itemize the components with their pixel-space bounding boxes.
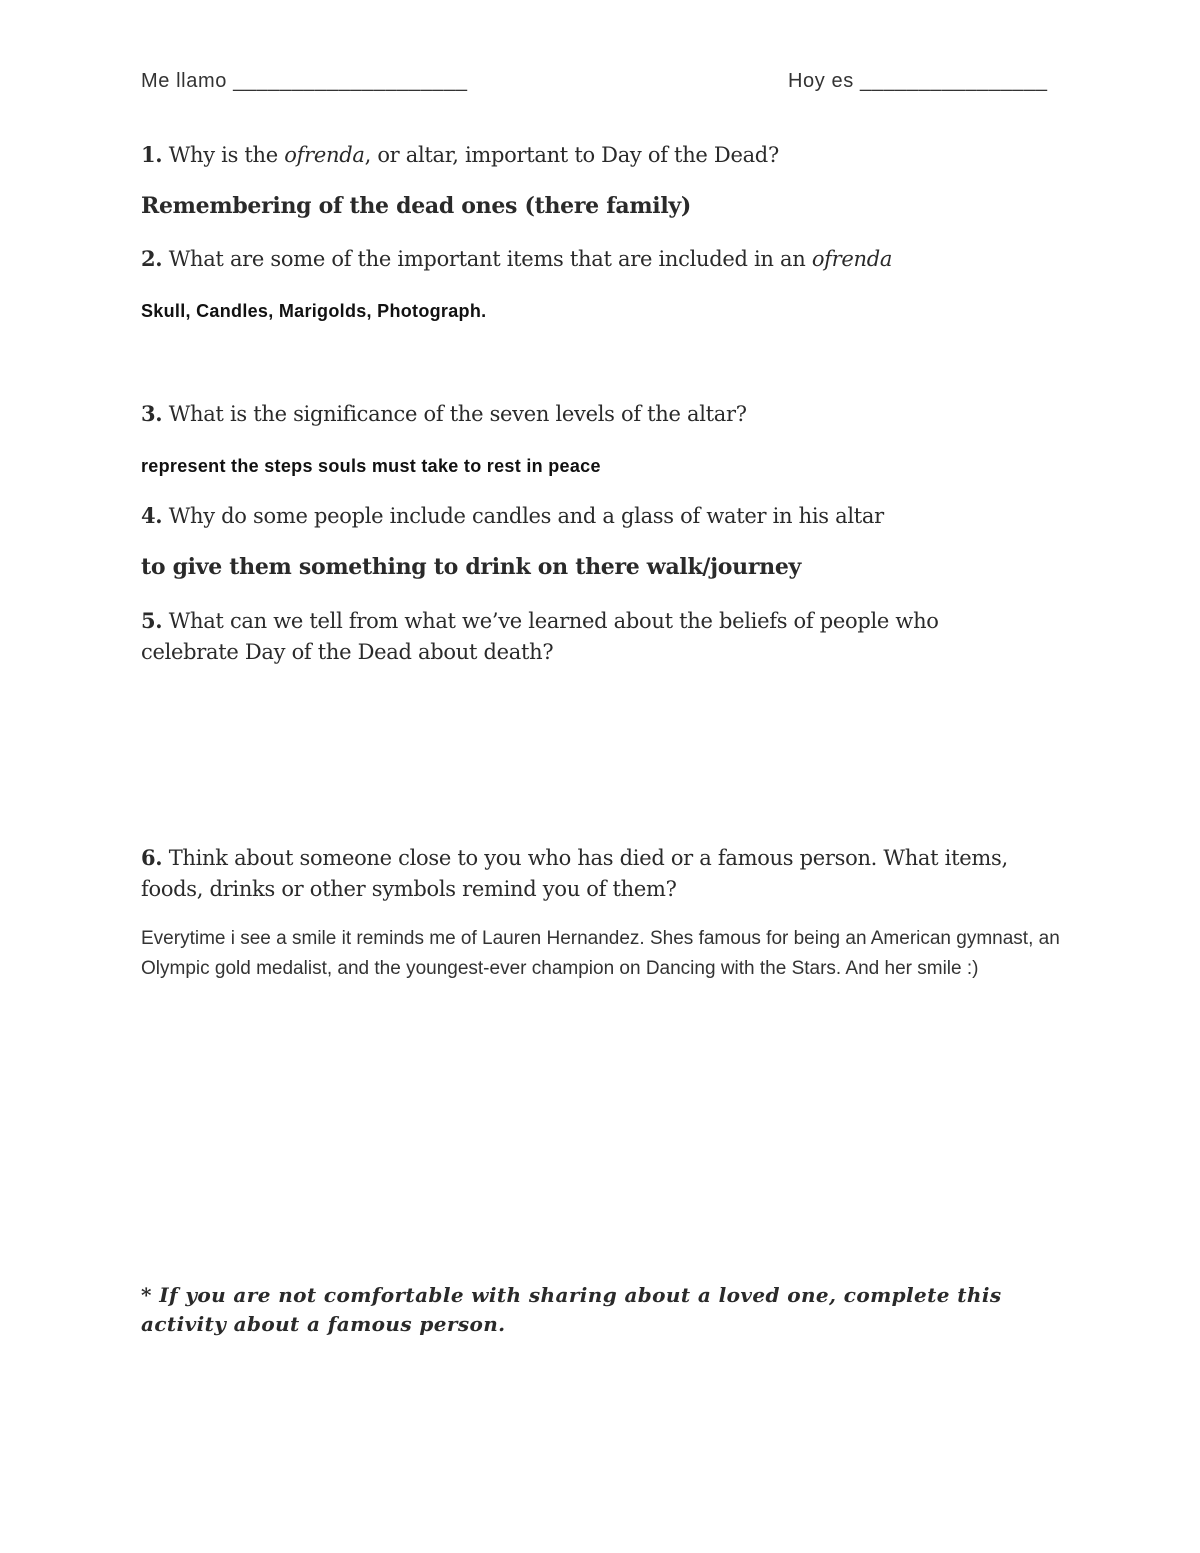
question-4 [141, 500, 1041, 532]
answer-2: Skull, Candles, Marigolds, Photograph. [141, 301, 487, 321]
question-text: What is the significance of the seven levels of the altar? [162, 402, 747, 426]
question-italic-term: ofrenda [284, 143, 365, 167]
question-6 [141, 842, 1021, 905]
question-number: 1. [141, 142, 163, 167]
question-text: , or altar, important to Day of the Dead? [364, 143, 779, 167]
date-field-label: Hoy es ________________ [788, 70, 1048, 92]
question-number: 5. [141, 608, 163, 633]
question-number: 2. [141, 246, 163, 271]
question-3 [141, 398, 1041, 430]
question-number: 4. [141, 503, 163, 528]
question-text: Why is the [162, 143, 285, 167]
question-number: 3. [141, 401, 163, 426]
question-1 [141, 139, 1041, 171]
question-text: What are some of the important items that are included in an [162, 247, 812, 271]
question-number: 6. [141, 845, 163, 870]
footnote: * If you are not comfortable with sharing about a loved one, complete this activity about a famous person. [141, 1283, 1002, 1336]
answer-3: represent the steps souls must take to rest in peace [141, 456, 601, 476]
answer-1: Remembering of the dead ones (there family) [141, 193, 692, 219]
answer-6: Everytime i see a smile it reminds me of Lauren Hernandez. Shes famous for being an American gymnast, an Olympic gold medalist, and the youngest-ever champion on Dancing with the Stars. And her smile :) [141, 928, 1060, 979]
question-text: What can we tell from what we’ve learned about the beliefs of people who celebrate Day of the Dead about death? [141, 609, 939, 664]
answer-4: to give them something to drink on there walk/journey [141, 554, 802, 580]
name-field-label: Me llamo ____________________ [141, 70, 468, 92]
question-italic-term: ofrenda [811, 247, 893, 271]
question-text: Think about someone close to you who has died or a famous person. What items, foods, drinks or other symbols remind you of them? [141, 846, 1008, 901]
question-text: Why do some people include candles and a glass of water in his altar [162, 504, 884, 528]
question-2 [141, 243, 1041, 275]
question-5 [141, 605, 1041, 668]
